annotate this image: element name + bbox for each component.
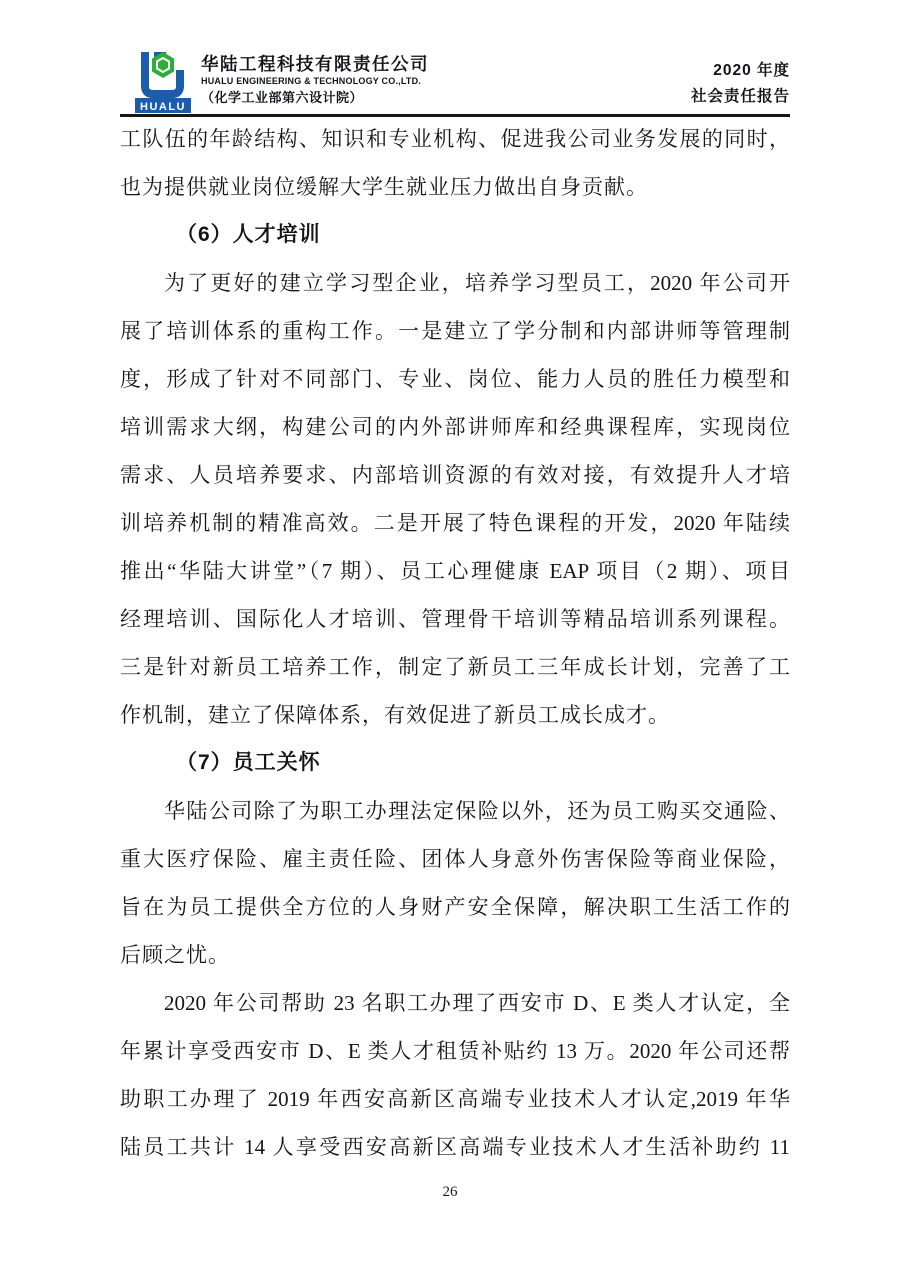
text-line: 推出“华陆大讲堂”（7 期）、员工心理健康 EAP 项目（2 期）、项目	[120, 559, 790, 583]
company-block	[201, 54, 429, 106]
report-meta	[691, 58, 790, 110]
text-line: 度，形成了针对不同部门、专业、岗位、能力人员的胜任力模型和	[120, 367, 790, 391]
company-name-en: HUALU ENGINEERING & TECHNOLOGY CO.,LTD.	[201, 76, 421, 86]
report-year: 2020 年度	[713, 62, 790, 79]
section-heading-7: （7）员工关怀	[176, 751, 321, 774]
text-line: 三是针对新员工培养工作，制定了新员工三年成长计划，完善了工	[120, 655, 790, 679]
company-logo-icon	[132, 50, 194, 114]
text-line: 重大医疗保险、雇主责任险、团体人身意外伤害保险等商业保险，	[120, 847, 790, 871]
text-line: 作机制，建立了保障体系，有效促进了新员工成长成才。	[120, 703, 670, 727]
text-line: 陆员工共计 14 人享受西安高新区高端专业技术人才生活补助约 11	[120, 1135, 790, 1159]
page-number: 26	[442, 1184, 458, 1200]
text-line: 助职工办理了 2019 年西安高新区高端专业技术人才认定,2019 年华	[120, 1087, 790, 1111]
text-line: 旨在为员工提供全方位的人身财产安全保障，解决职工生活工作的	[120, 895, 790, 919]
text-line: 年累计享受西安市 D、E 类人才租赁补贴约 13 万。2020 年公司还帮	[120, 1039, 790, 1063]
text-line: 经理培训、国际化人才培训、管理骨干培训等精品培训系列课程。	[120, 607, 790, 631]
section-heading-6: （6）人才培训	[176, 223, 321, 246]
company-name-cn: 华陆工程科技有限责任公司	[201, 54, 429, 74]
text-line: 需求、人员培养要求、内部培训资源的有效对接，有效提升人才培	[120, 463, 790, 487]
text-line: 华陆公司除了为职工办理法定保险以外，还为员工购买交通险、	[164, 799, 790, 823]
text-line: 为了更好的建立学习型企业，培养学习型员工，2020 年公司开	[164, 271, 790, 295]
text-line: 也为提供就业岗位缓解大学生就业压力做出自身贡献。	[120, 175, 648, 199]
company-subtitle: （化学工业部第六设计院）	[201, 90, 364, 105]
text-line: 工队伍的年龄结构、知识和专业机构、促进我公司业务发展的同时，	[120, 127, 790, 151]
report-title: 社会责任报告	[690, 88, 790, 105]
text-line: 训培养机制的精准高效。二是开展了特色课程的开发，2020 年陆续	[120, 511, 790, 535]
text-line: 后顾之忧。	[120, 943, 230, 967]
text-line: 2020 年公司帮助 23 名职工办理了西安市 D、E 类人才认定，全	[164, 991, 790, 1015]
text-line: 展了培训体系的重构工作。一是建立了学分制和内部讲师等管理制	[120, 319, 790, 343]
logo-text: HUALU	[140, 101, 186, 113]
document-body	[120, 115, 790, 1171]
text-line: 培训需求大纲，构建公司的内外部讲师库和经典课程库，实现岗位	[120, 415, 790, 439]
